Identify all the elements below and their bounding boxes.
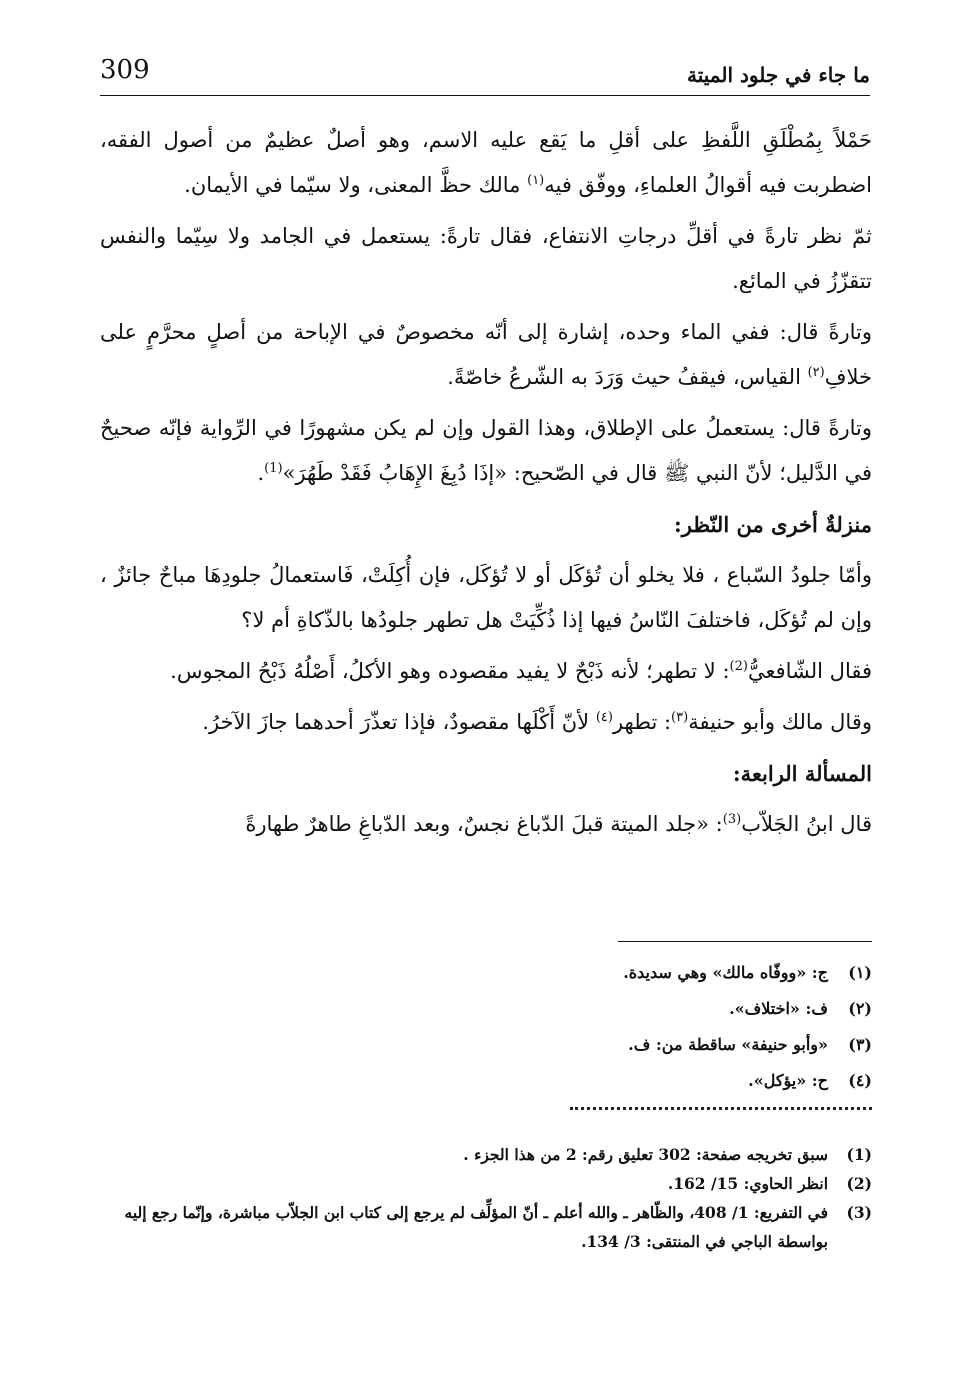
footnote-text: ح: «يؤكل». xyxy=(748,1071,828,1090)
footnote-ref: (١) xyxy=(527,173,545,188)
footnote-ref: (٣) xyxy=(671,710,689,725)
paragraph xyxy=(100,553,872,643)
paragraph-text: : لا تطهر؛ لأنه ذَبْحٌ لا يفيد مقصوده وهو الأكلُ، أَصْلُهُ ذَبْحُ المجوس. xyxy=(170,659,730,683)
footnote-text: ج: «ووفّاه مالك» وهي سديدة. xyxy=(623,963,828,982)
main-text xyxy=(100,118,872,853)
paragraph xyxy=(100,649,872,694)
editor-footnotes xyxy=(100,955,872,1099)
footnote-separator xyxy=(618,941,872,942)
paragraph-text: وأمّا جلودُ السّباع ، فلا يخلو أن تُؤكَل أو لا تُؤكَل، فإن أُكِلَتْ، فَاستعمالُ جلودِهَا مباحٌ جائزٌ ، وإن لم تُؤكَل، فاختلفَ النّاسُ فيها إذا ذُكِّيَتْ هل تطهر جلودُها بالذّكاةِ أم لا؟ xyxy=(100,563,872,632)
paragraph-text: القياس، فيقفُ حيث وَرَدَ به الشّرعُ خاصّةً. xyxy=(447,365,808,389)
paragraph xyxy=(100,802,872,847)
page-header xyxy=(100,55,870,96)
running-title: ما جاء في جلود الميتة xyxy=(687,63,870,87)
footnote-ref: (٢) xyxy=(807,365,825,380)
footnote xyxy=(100,1198,872,1256)
footnote-number: (٤) xyxy=(848,1071,872,1090)
paragraph-text: : تطهر xyxy=(612,710,672,734)
paragraph xyxy=(100,700,872,745)
paragraph-text: حَمْلاً بِمُطْلَقِ اللَّفظِ على أقلِ ما يَقع عليه الاسم، وهو أصلٌ عظيمٌ من أصول الفقه، اضطربت فيه أقوالُ العلماءِ، ووفّق فيه xyxy=(100,128,872,197)
footnote-text: «وأبو حنيفة» ساقطة من: ف. xyxy=(628,1035,828,1054)
paragraph-text: فقال الشّافعيُّ xyxy=(747,659,872,683)
footnote-text: في التفريع: 1/ 408، والظّاهر ـ والله أعلم ـ أنّ المؤلِّف لم يرجع إلى كتاب ابن الجلاّب مباشرة، وإنّما رجع إليه بواسطة الباجي في المنتقى: 3/ 134. xyxy=(124,1203,828,1251)
page-number: 309 xyxy=(100,55,150,85)
footnote-ref: (2) xyxy=(729,659,748,674)
footnote xyxy=(100,1063,872,1099)
paragraph-text: ثمّ نظر تارةً في أقلِّ درجاتِ الانتفاع، فقال تارةً: يستعمل في الجامد ولا سِيّما والنفس تتقزّزُ في المائع. xyxy=(100,224,872,293)
footnote xyxy=(100,1169,872,1198)
paragraph-text: : «جلد الميتة قبلَ الدّباغ نجسٌ، وبعد الدّباغِ طاهرٌ طهارةً xyxy=(245,812,723,836)
footnote-number: (3) xyxy=(846,1203,872,1222)
footnote-number: (2) xyxy=(846,1174,872,1193)
footnote-ref: (٤) xyxy=(595,710,613,725)
paragraph xyxy=(100,118,872,208)
paragraph-text: قال ابنُ الجَلاّب xyxy=(741,812,872,836)
footnote-text: ف: «اختلاف». xyxy=(729,999,828,1018)
footnote-number: (1) xyxy=(846,1145,872,1164)
footnote-ref: (1) xyxy=(264,461,283,476)
paragraph-text: وقال مالك وأبو حنيفة xyxy=(688,710,872,734)
section-heading: المسألة الرابعة: xyxy=(732,761,872,786)
paragraph xyxy=(100,310,872,400)
paragraph xyxy=(100,406,872,496)
footnote-ref: (3) xyxy=(722,812,742,827)
footnote xyxy=(100,1140,872,1169)
paragraph-text: وتارةً قال: ففي الماء وحده، إشارة إلى أنّه مخصوصٌ في الإباحة من أصلٍ محرَّمٍ على خلافِ xyxy=(100,320,872,389)
paragraph-text: لأنّ أَكْلَها مقصودٌ، فإذا تعذّرَ أحدهما جازَ الآخرُ. xyxy=(202,710,596,734)
footnote xyxy=(100,1027,872,1063)
paragraph-text: مالك حظَّ المعنى، ولا سيّما في الأيمان. xyxy=(184,173,528,197)
paragraph-text: وتارةً قال: يستعملُ على الإطلاق، وهذا القول وإن لم يكن مشهورًا في الرِّواية فإنّه صحيحٌ في الدَّليل؛ لأنّ النبي ﷺ قال في الصّحيح: «إذَا دُبِغَ الإِهَابُ فَقَدْ طَهُرَ» xyxy=(100,416,872,485)
paragraph xyxy=(100,214,872,304)
footnote-text: انظر الحاوي: 15/ 162. xyxy=(667,1174,828,1193)
section-heading: منزلةٌ أخرى من النّظر: xyxy=(674,512,872,537)
footnote-number: (٢) xyxy=(848,999,872,1018)
source-footnotes xyxy=(100,1140,872,1256)
footnote-text: سبق تخريجه صفحة: 302 تعليق رقم: 2 من هذا الجزء . xyxy=(463,1145,828,1164)
footnote xyxy=(100,991,872,1027)
footnote xyxy=(100,955,872,991)
footnote-number: (١) xyxy=(848,963,872,982)
paragraph-text: . xyxy=(257,461,265,485)
footnote-number: (٣) xyxy=(848,1035,872,1054)
dotted-separator xyxy=(570,1107,872,1110)
